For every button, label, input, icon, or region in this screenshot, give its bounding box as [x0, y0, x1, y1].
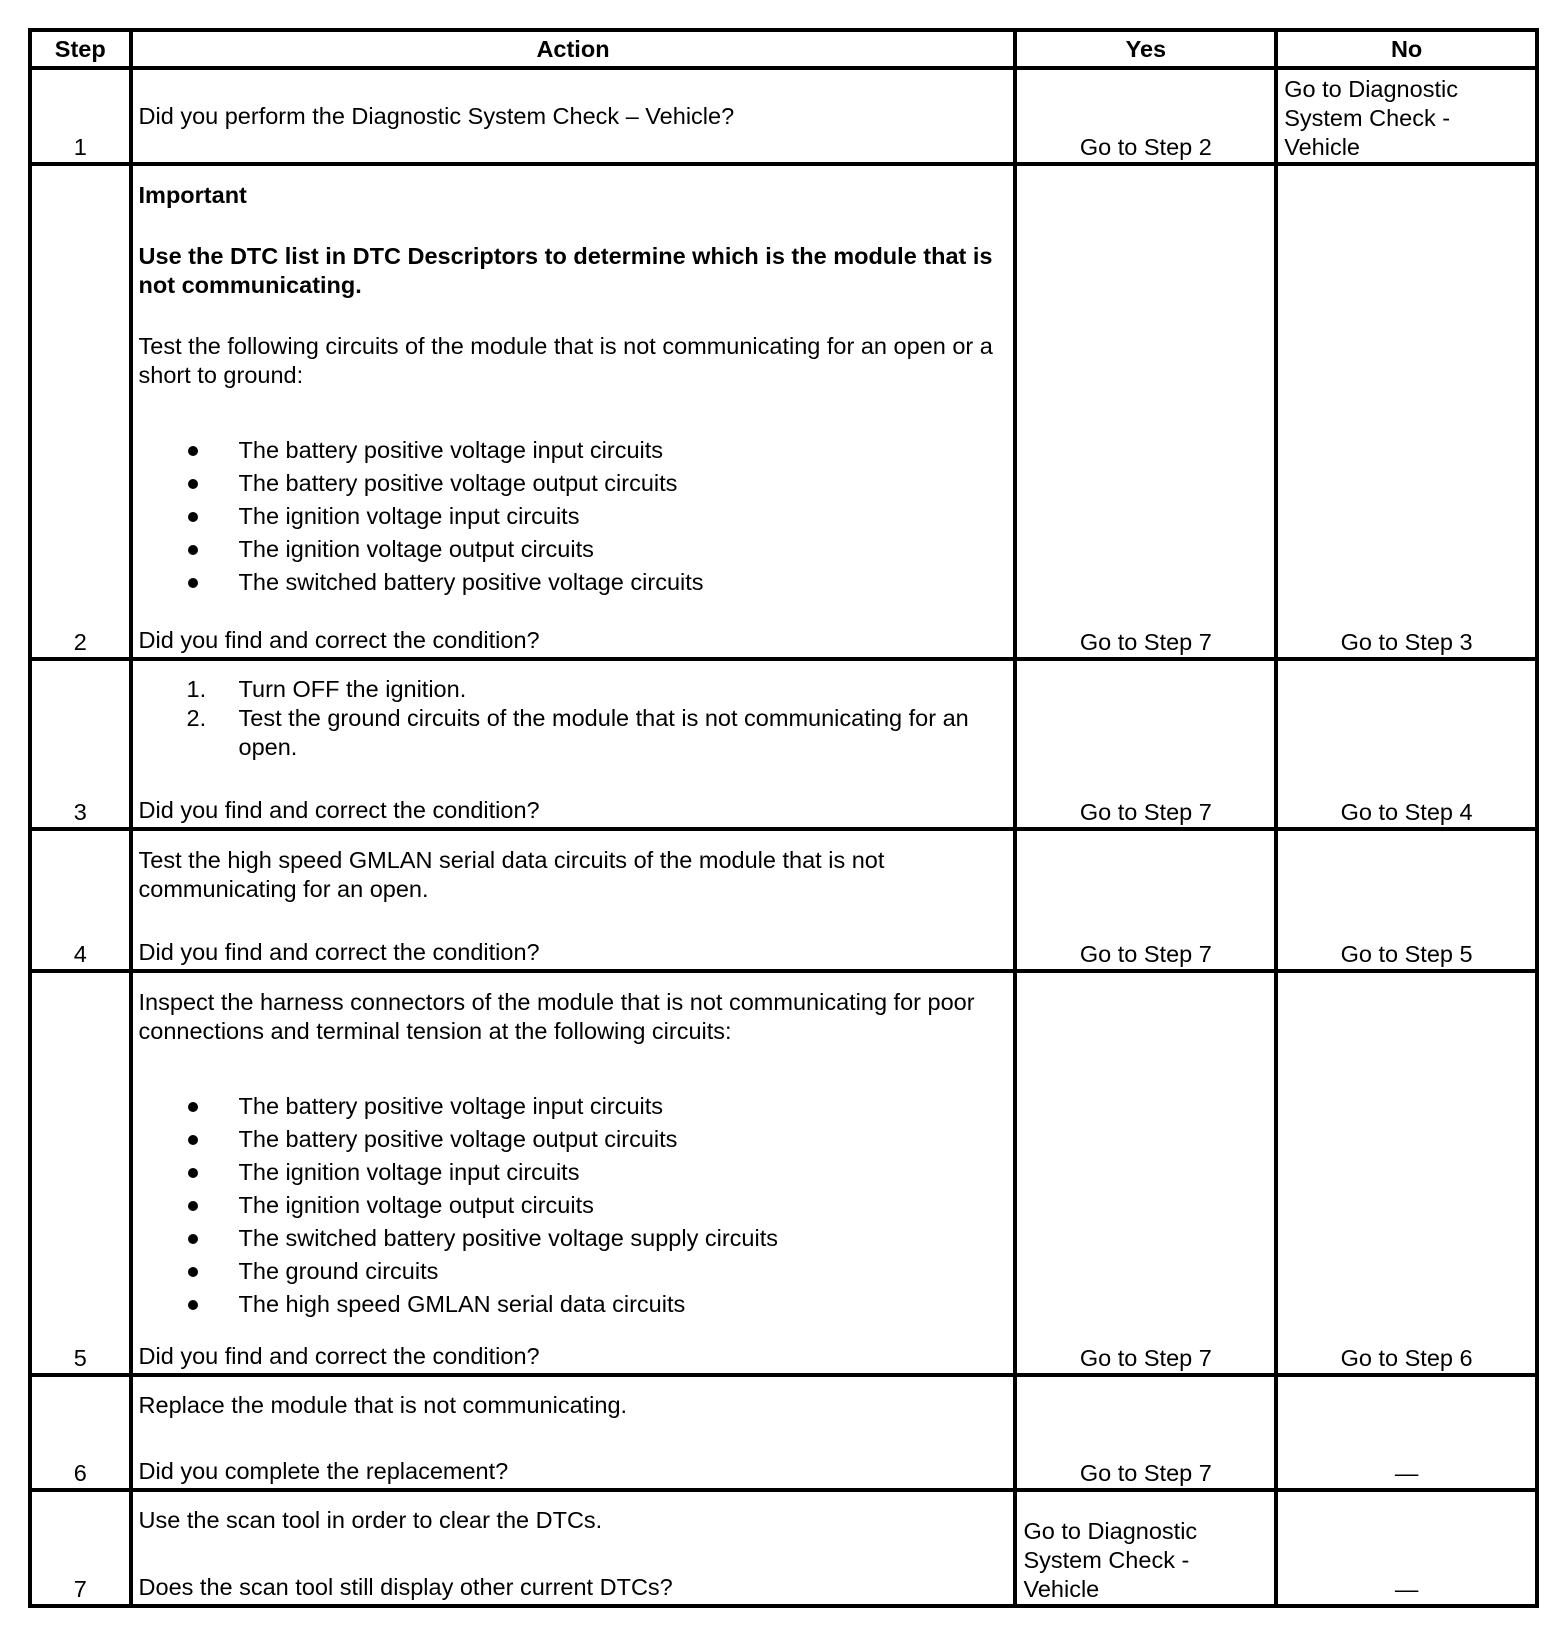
step-question: Did you complete the replacement?	[138, 1457, 509, 1484]
header-row	[30, 30, 1537, 68]
action-cell	[131, 164, 1016, 659]
circuit-list	[139, 434, 1008, 599]
no-cell: —	[1276, 1490, 1537, 1606]
yes-cell: Go to Diagnostic System Check - Vehicle	[1015, 1490, 1276, 1606]
step-number: 7	[30, 1490, 131, 1606]
step-number: 2	[30, 164, 131, 659]
step-row-7	[30, 1490, 1537, 1606]
no-cell: —	[1276, 1375, 1537, 1490]
step-row-4	[30, 829, 1537, 970]
list-item: 1. Turn OFF the ignition.	[186, 676, 467, 703]
step-row-2	[30, 164, 1537, 659]
step-row-5	[30, 971, 1537, 1375]
header-no: No	[1276, 30, 1537, 68]
procedure-list	[139, 675, 1008, 762]
step-question: Did you perform the Diagnostic System Check – Vehicle?	[138, 102, 735, 129]
yes-cell: Go to Step 7	[1015, 829, 1276, 970]
list-item: The ground circuits	[181, 1255, 1008, 1288]
circuit-list	[139, 1090, 1008, 1321]
step-question: Does the scan tool still display other current DTCs?	[138, 1574, 673, 1600]
list-item: The switched battery positive voltage supply circuits	[181, 1222, 1008, 1255]
action-cell	[131, 1490, 1016, 1606]
list-item: The high speed GMLAN serial data circuits	[181, 1288, 1008, 1321]
action-cell	[131, 829, 1016, 970]
no-cell: Go to Diagnostic System Check - Vehicle	[1276, 68, 1537, 164]
step-row-1	[30, 68, 1537, 164]
step-question: Did you find and correct the condition?	[138, 1342, 540, 1369]
list-item: The ignition voltage input circuits	[181, 500, 1008, 533]
step-question: Did you find and correct the condition?	[138, 797, 540, 824]
list-item: The ignition voltage input circuits	[181, 1156, 1008, 1189]
no-cell: Go to Step 6	[1276, 971, 1537, 1375]
step-instruction: Replace the module that is not communicating.	[138, 1391, 628, 1418]
yes-cell: Go to Step 7	[1015, 659, 1276, 829]
yes-cell: Go to Step 2	[1015, 68, 1276, 164]
header-action: Action	[131, 30, 1016, 68]
no-cell: Go to Step 5	[1276, 829, 1537, 970]
action-cell	[131, 68, 1016, 164]
list-item: The battery positive voltage output circuits	[181, 1123, 1008, 1156]
list-item: 2. Test the ground circuits of the module that is not communicating for an open.	[186, 705, 969, 761]
important-text: Use the DTC list in DTC Descriptors to determine which is the module that is not communicating.	[138, 243, 993, 299]
list-item: The battery positive voltage input circuits	[181, 434, 1008, 467]
important-label: Important	[138, 182, 247, 209]
list-item: The ignition voltage output circuits	[181, 1189, 1008, 1222]
no-cell: Go to Step 4	[1276, 659, 1537, 829]
list-item: The battery positive voltage input circuits	[181, 1090, 1008, 1123]
step-instruction: Test the following circuits of the module that is not communicating for an open or a short to ground:	[138, 333, 993, 389]
step-number: 6	[30, 1375, 131, 1490]
step-row-6	[30, 1375, 1537, 1490]
step-instruction: Inspect the harness connectors of the module that is not communicating for poor connections and terminal tension at the following circuits:	[138, 988, 975, 1044]
action-cell	[131, 971, 1016, 1375]
yes-cell: Go to Step 7	[1015, 971, 1276, 1375]
step-number: 4	[30, 829, 131, 970]
action-cell	[131, 659, 1016, 829]
step-question: Did you find and correct the condition?	[138, 627, 540, 654]
yes-cell: Go to Step 7	[1015, 164, 1276, 659]
header-step: Step	[30, 30, 131, 68]
step-number: 5	[30, 971, 131, 1375]
step-instruction: Test the high speed GMLAN serial data circuits of the module that is not communicating for an open.	[138, 846, 885, 902]
step-number: 1	[30, 68, 131, 164]
step-row-3	[30, 659, 1537, 829]
yes-cell: Go to Step 7	[1015, 1375, 1276, 1490]
action-cell	[131, 1375, 1016, 1490]
list-item: The ignition voltage output circuits	[181, 533, 1008, 566]
step-number: 3	[30, 659, 131, 829]
header-yes: Yes	[1015, 30, 1276, 68]
step-question: Did you find and correct the condition?	[138, 938, 540, 965]
list-item: The switched battery positive voltage circuits	[181, 566, 1008, 599]
step-instruction: Use the scan tool in order to clear the DTCs.	[138, 1507, 603, 1533]
diagnostic-table	[28, 28, 1539, 1608]
no-cell: Go to Step 3	[1276, 164, 1537, 659]
list-item: The battery positive voltage output circuits	[181, 467, 1008, 500]
